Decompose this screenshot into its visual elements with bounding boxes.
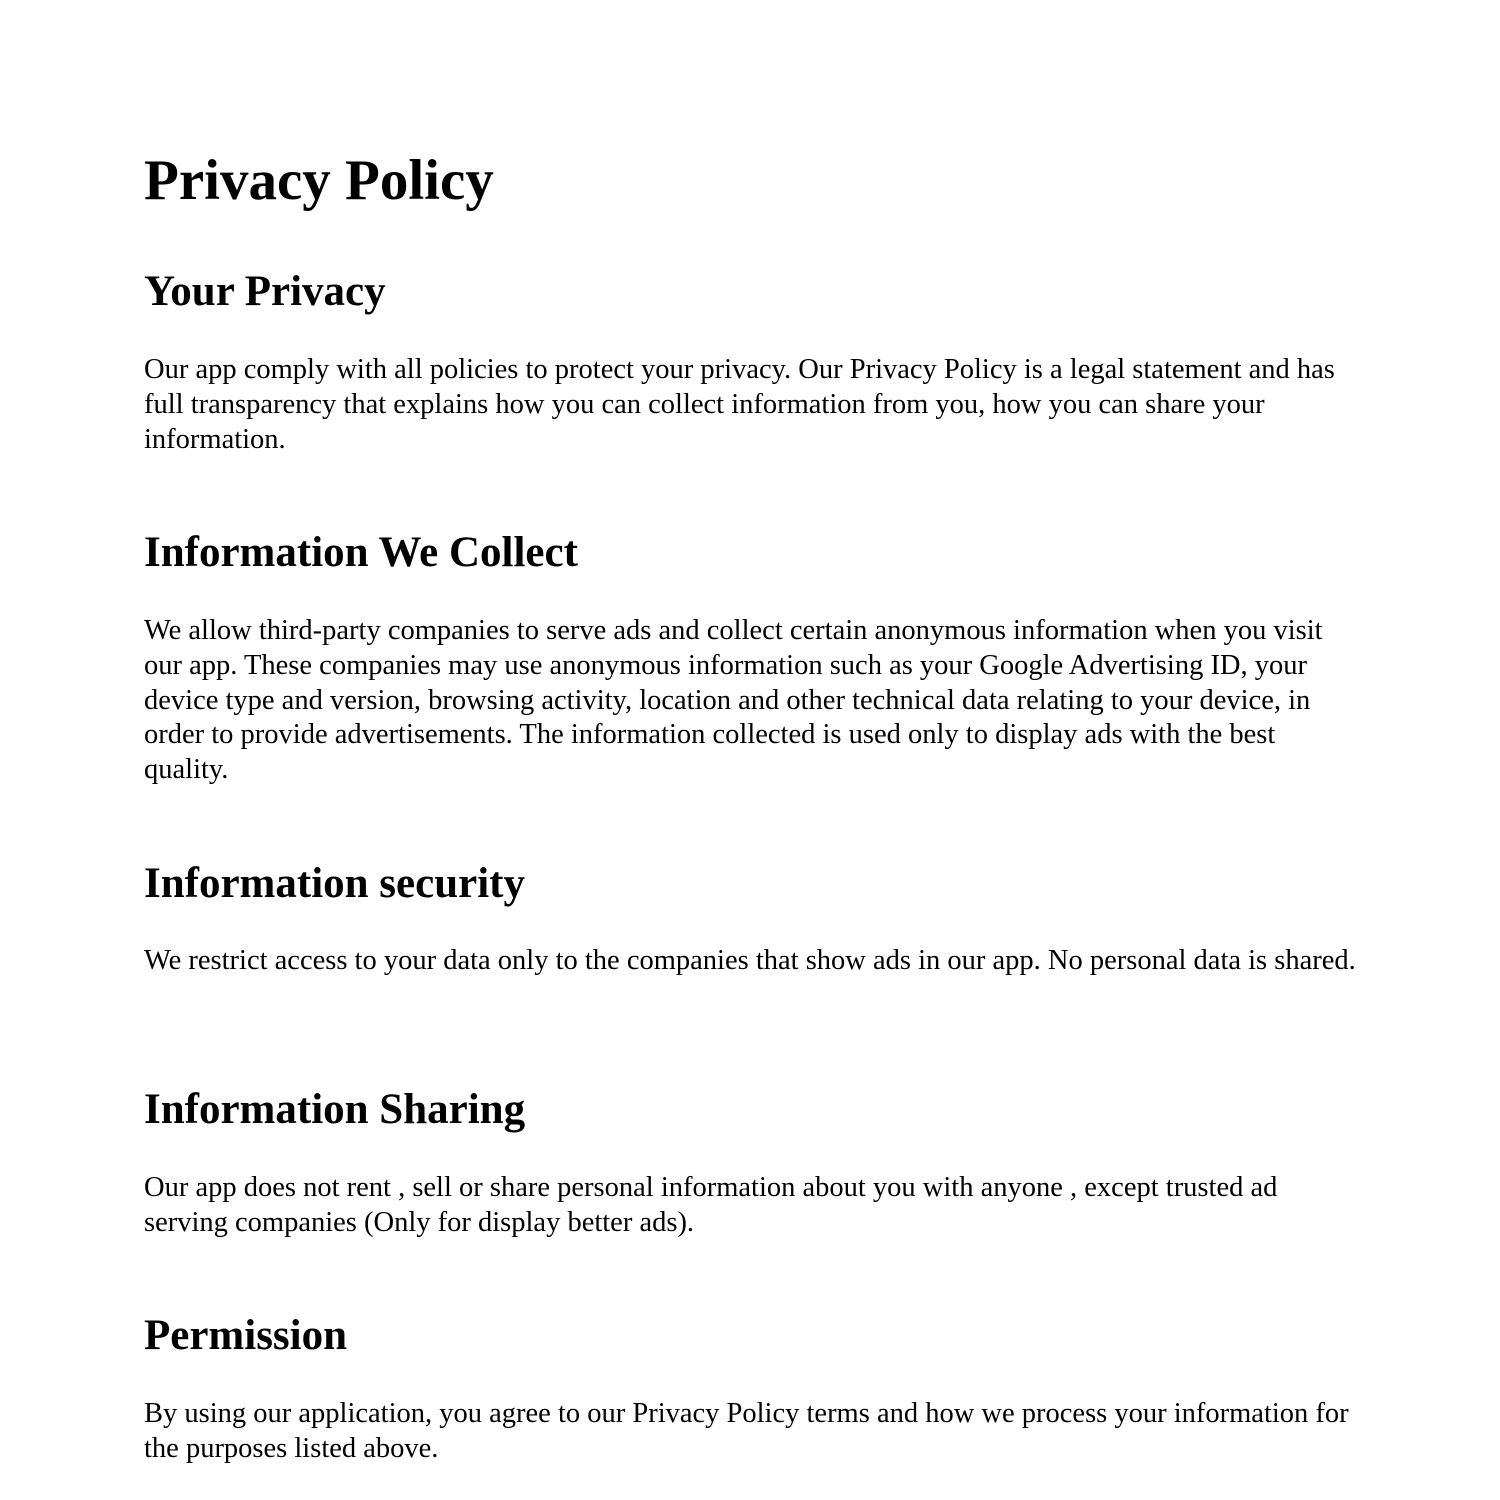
- section-body-permission: By using our application, you agree to our Privacy Policy terms and how we process your information for the purposes listed above.: [144, 1398, 1349, 1464]
- section-body-information-we-collect: We allow third-party companies to serve ads and collect certain anonymous information when you visit our app. These companies may use anonymous information such as your Google Advertising ID, your device type and version, browsing activity, location and other technical data relating to your device, in order to provide advertisements. The information collected is used only to display ads with the best quality.: [144, 615, 1323, 786]
- section-heading-information-sharing: Information Sharing: [144, 1086, 526, 1133]
- section-heading-your-privacy: Your Privacy: [144, 268, 386, 315]
- section-body-information-security: We restrict access to your data only to the companies that show ads in our app. No personal data is shared.: [144, 945, 1356, 976]
- section-heading-information-we-collect: Information We Collect: [144, 529, 578, 576]
- section-body-information-sharing: Our app does not rent , sell or share personal information about you with anyone , except trusted ad serving companies (Only for display better ads).: [144, 1172, 1278, 1238]
- section-heading-permission: Permission: [144, 1312, 348, 1359]
- page-title: Privacy Policy: [144, 149, 494, 212]
- section-body-your-privacy: Our app comply with all policies to protect your privacy. Our Privacy Policy is a legal statement and has full transparency that explains how you can collect information from you, how you can share your information.: [144, 354, 1335, 455]
- section-heading-information-security: Information security: [144, 860, 525, 907]
